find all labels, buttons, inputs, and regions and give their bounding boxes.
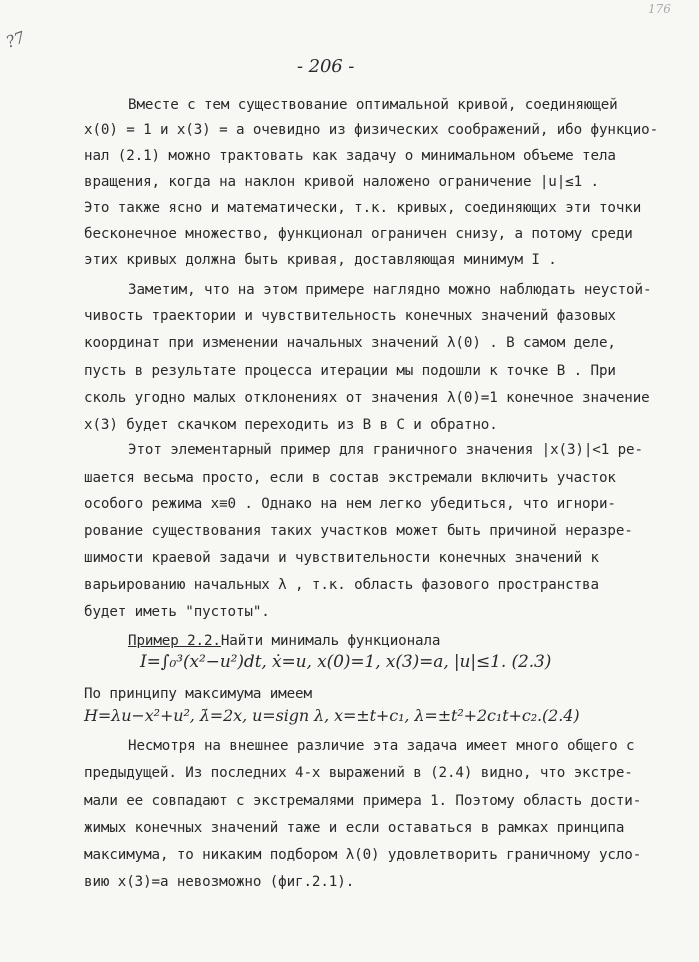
paragraph-1-line-4: вращения, когда на наклон кривой наложено ограничение |u|≤1 . xyxy=(84,174,599,190)
paragraph-4-line-2: предыдущей. Из последних 4-х выражений в (2.4) видно, что экстре- xyxy=(84,765,633,781)
paragraph-1-line-5: Это также ясно и математически, т.к. кривых, соединяющих эти точки xyxy=(84,200,642,216)
example-title-label: Пример 2.2. xyxy=(128,633,221,649)
paragraph-4-line-6: вию x(3)=a невозможно (фиг.2.1). xyxy=(84,874,355,890)
paragraph-2-line-4: пусть в результате процесса итерации мы подошли к точке B . При xyxy=(84,363,616,379)
example-title-text: Найти минималь функционала xyxy=(220,633,441,649)
paragraph-3-line-1: Этот элементарный пример для граничного значения |x(3)|<1 ре- xyxy=(128,442,643,458)
margin-mark-top-left: ?7 xyxy=(3,27,28,52)
paragraph-3-line-3: особого режима x≡0 . Однако на нем легко убедиться, что игнори- xyxy=(84,496,616,512)
example-formula-2-4: H=λu−x²+u², λ̇=2x, u=sign λ, x=±t+c₁, λ=±t²+2c₁t+c₂.(2.4) xyxy=(84,706,580,725)
paragraph-1-line-7: этих кривых должна быть кривая, доставляющая минимум I . xyxy=(84,252,557,268)
paragraph-1-line-1: Вместе с тем существование оптимальной кривой, соединяющей xyxy=(128,97,618,113)
paragraph-4-line-3: мали ее совпадают с экстремалями примера 1. Поэтому область дости- xyxy=(84,793,642,809)
paragraph-3-line-4: рование существования таких участков может быть причиной неразре- xyxy=(84,523,633,539)
paragraph-2-line-1: Заметим, что на этом примере наглядно можно наблюдать неустой- xyxy=(128,282,652,298)
example-formula-2-3: I=∫₀³(x²−u²)dt, ẋ=u, x(0)=1, x(3)=a, |u|≤1. (2.3) xyxy=(140,652,552,672)
paragraph-2-line-5: сколь угодно малых отклонениях от значения λ(0)=1 конечное значение xyxy=(84,390,650,406)
example-title xyxy=(128,632,440,650)
paragraph-1-line-2: x(0) = 1 и x(3) = a очевидно из физических соображений, ибо функцио- xyxy=(84,122,659,138)
paragraph-4-line-5: максимума, то никаким подбором λ(0) удовлетворить граничному усло- xyxy=(84,847,642,863)
paragraph-3-line-2: шается весьма просто, если в состав экстремали включить участок xyxy=(84,470,616,486)
paragraph-4-line-1: Несмотря на внешнее различие эта задача имеет много общего с xyxy=(128,738,635,754)
paragraph-4-line-4: жимых конечных значений таже и если оставаться в рамках принципа xyxy=(84,820,625,836)
paragraph-2-line-6: x(3) будет скачком переходить из B в C и обратно. xyxy=(84,417,498,433)
paragraph-1-line-3: нал (2.1) можно трактовать как задачу о минимальном объеме тела xyxy=(84,148,616,164)
paragraph-3-line-7: будет иметь "пустоты". xyxy=(84,604,270,620)
paragraph-1-line-6: бесконечное множество, функционал ограничен снизу, а потому среди xyxy=(84,226,633,242)
paragraph-3-line-6: варьированию начальных λ , т.к. область фазового пространства xyxy=(84,577,599,593)
paragraph-2-line-2: чивость траектории и чувствительность конечных значений фазовых xyxy=(84,308,616,324)
paragraph-3-line-5: шимости краевой задачи и чувствительности конечных значений к xyxy=(84,550,599,566)
example-line-2: По принципу максимума имеем xyxy=(84,686,312,702)
paragraph-2-line-3: координат при изменении начальных значений λ(0) . В самом деле, xyxy=(84,335,616,351)
margin-mark-top-right: 176 xyxy=(648,2,671,16)
page-number: - 206 - xyxy=(297,56,355,77)
